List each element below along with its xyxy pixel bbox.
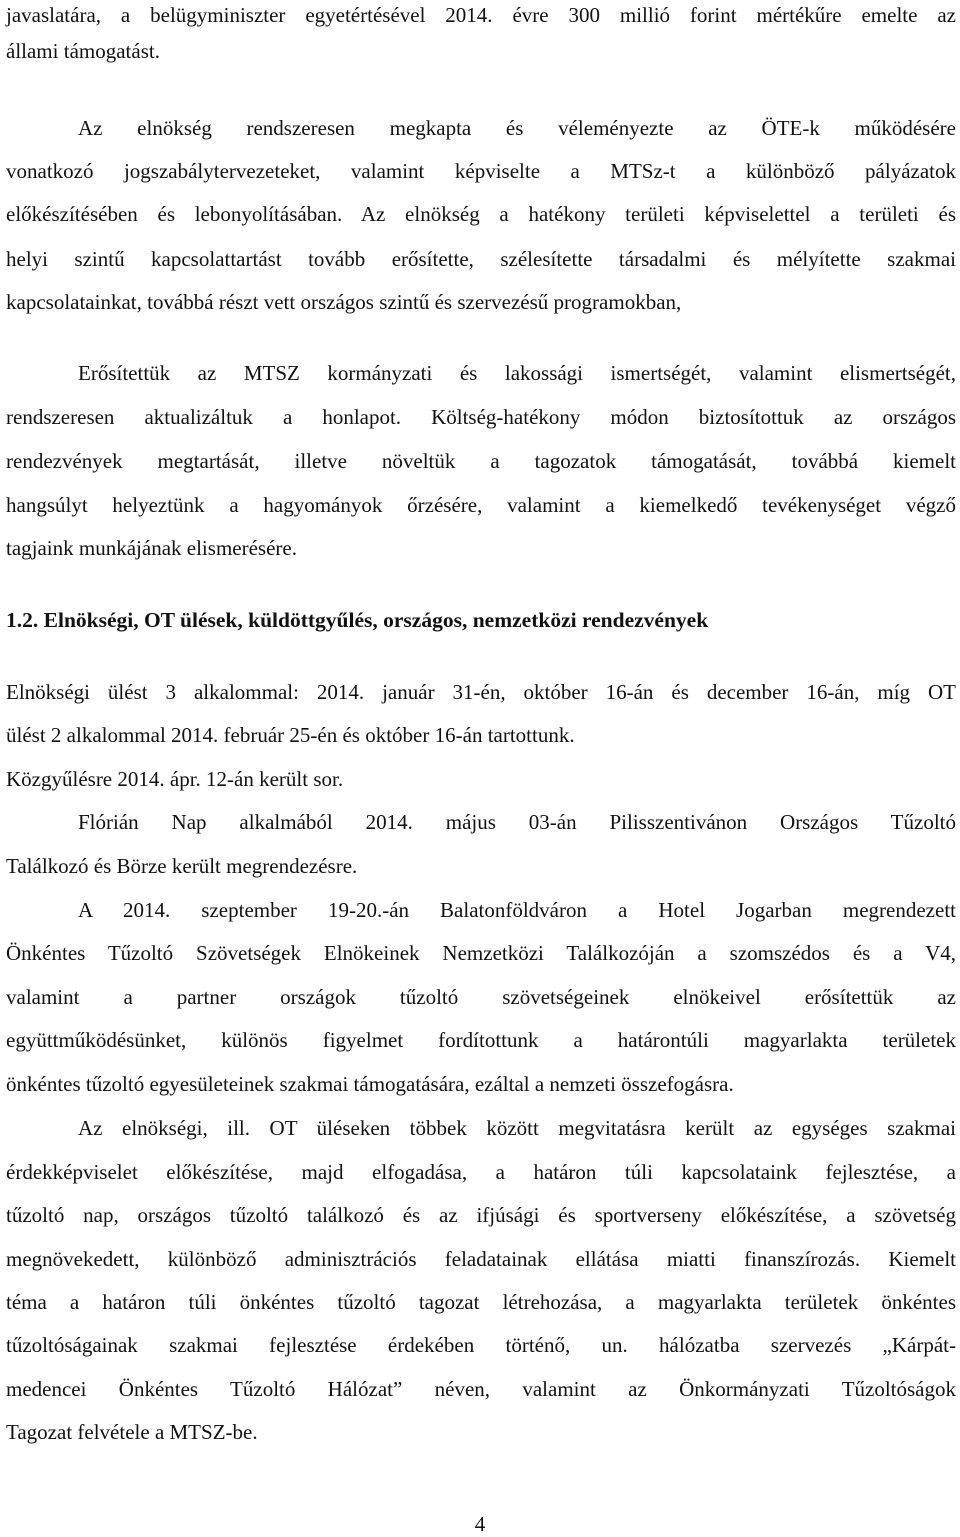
text-line: együttműködésünket, különös figyelmet fordítottunk a határontúli magyarlakta területek: [6, 1028, 956, 1052]
text-line: megnövekedett, különböző adminisztrációs feladatainak ellátása miatti finanszírozás. Kiemelt: [6, 1247, 956, 1271]
text-line: medencei Önkéntes Tűzoltó Hálózat” néven, valamint az Önkormányzati Tűzoltóságok: [6, 1377, 956, 1401]
text-line: Találkozó és Börze került megrendezésre.: [6, 854, 358, 878]
text-line: önkéntes tűzoltó egyesületeinek szakmai támogatására, ezáltal a nemzeti összefogásra.: [6, 1072, 734, 1096]
text-line: Erősítettük az MTSZ kormányzati és lakossági ismertségét, valamint elismertségét,: [78, 361, 956, 385]
text-line: helyi szintű kapcsolattartást tovább erősítette, szélesítette társadalmi és mélyítette szakmai: [6, 247, 956, 271]
text-line: javaslatára, a belügyminiszter egyetértésével 2014. évre 300 millió forint mértékűre emelte az: [6, 3, 956, 27]
text-line: téma a határon túli önkéntes tűzoltó tagozat létrehozása, a magyarlakta területek önkéntes: [6, 1290, 956, 1314]
text-line: tűzoltóságainak szakmai fejlesztése érdekében történő, un. hálózatba szervezés „Kárpát-: [6, 1333, 956, 1357]
text-line: rendezvények megtartását, illetve növeltük a tagozatok támogatását, továbbá kiemelt: [6, 449, 956, 473]
text-line: tagjaink munkájának elismerésére.: [6, 536, 297, 560]
text-line: valamint a partner országok tűzoltó szövetségeinek elnökeivel erősítettük az: [6, 985, 956, 1009]
text-line: Önkéntes Tűzoltó Szövetségek Elnökeinek Nemzetközi Találkozóján a szomszédos és a V4,: [6, 941, 956, 965]
text-line: ülést 2 alkalommal 2014. február 25-én és október 16-án tartottunk.: [6, 723, 575, 747]
text-line: Tagozat felvétele a MTSZ-be.: [6, 1420, 258, 1444]
text-line: A 2014. szeptember 19-20.-án Balatonföldváron a Hotel Jogarban megrendezett: [78, 898, 956, 922]
text-line: állami támogatást.: [6, 39, 160, 63]
section-heading: 1.2. Elnökségi, OT ülések, küldöttgyűlés, országos, nemzetközi rendezvények: [6, 608, 709, 632]
text-line: előkészítésében és lebonyolításában. Az elnökség a hatékony területi képviselettel a területi és: [6, 202, 956, 226]
text-line: Flórián Nap alkalmából 2014. május 03-án Pilisszentivánon Országos Tűzoltó: [78, 810, 956, 834]
text-line: Az elnökségi, ill. OT üléseken többek között megvitatásra került az egységes szakmai: [78, 1116, 956, 1140]
text-line: rendszeresen aktualizáltuk a honlapot. Költség-hatékony módon biztosítottuk az országos: [6, 405, 956, 429]
text-line: Az elnökség rendszeresen megkapta és véleményezte az ÖTE-k működésére: [78, 116, 956, 140]
page-number: 4: [474, 1512, 486, 1536]
text-line: hangsúlyt helyeztünk a hagyományok őrzésére, valamint a kiemelkedő tevékenységet végző: [6, 493, 956, 517]
text-line: érdekképviselet előkészítése, majd elfogadása, a határon túli kapcsolataink fejlesztése, a: [6, 1160, 956, 1184]
text-line: tűzoltó nap, országos tűzoltó találkozó és az ifjúsági és sportverseny előkészítése, a szövetség: [6, 1203, 956, 1227]
text-line: Közgyűlésre 2014. ápr. 12-án került sor.: [6, 767, 344, 791]
text-line: vonatkozó jogszabálytervezeteket, valamint képviselte a MTSz-t a különböző pályázatok: [6, 159, 956, 183]
text-line: kapcsolatainkat, továbbá részt vett országos szintű és szervezésű programokban,: [6, 290, 682, 314]
text-line: Elnökségi ülést 3 alkalommal: 2014. január 31-én, október 16-án és december 16-án, míg OT: [6, 680, 956, 704]
